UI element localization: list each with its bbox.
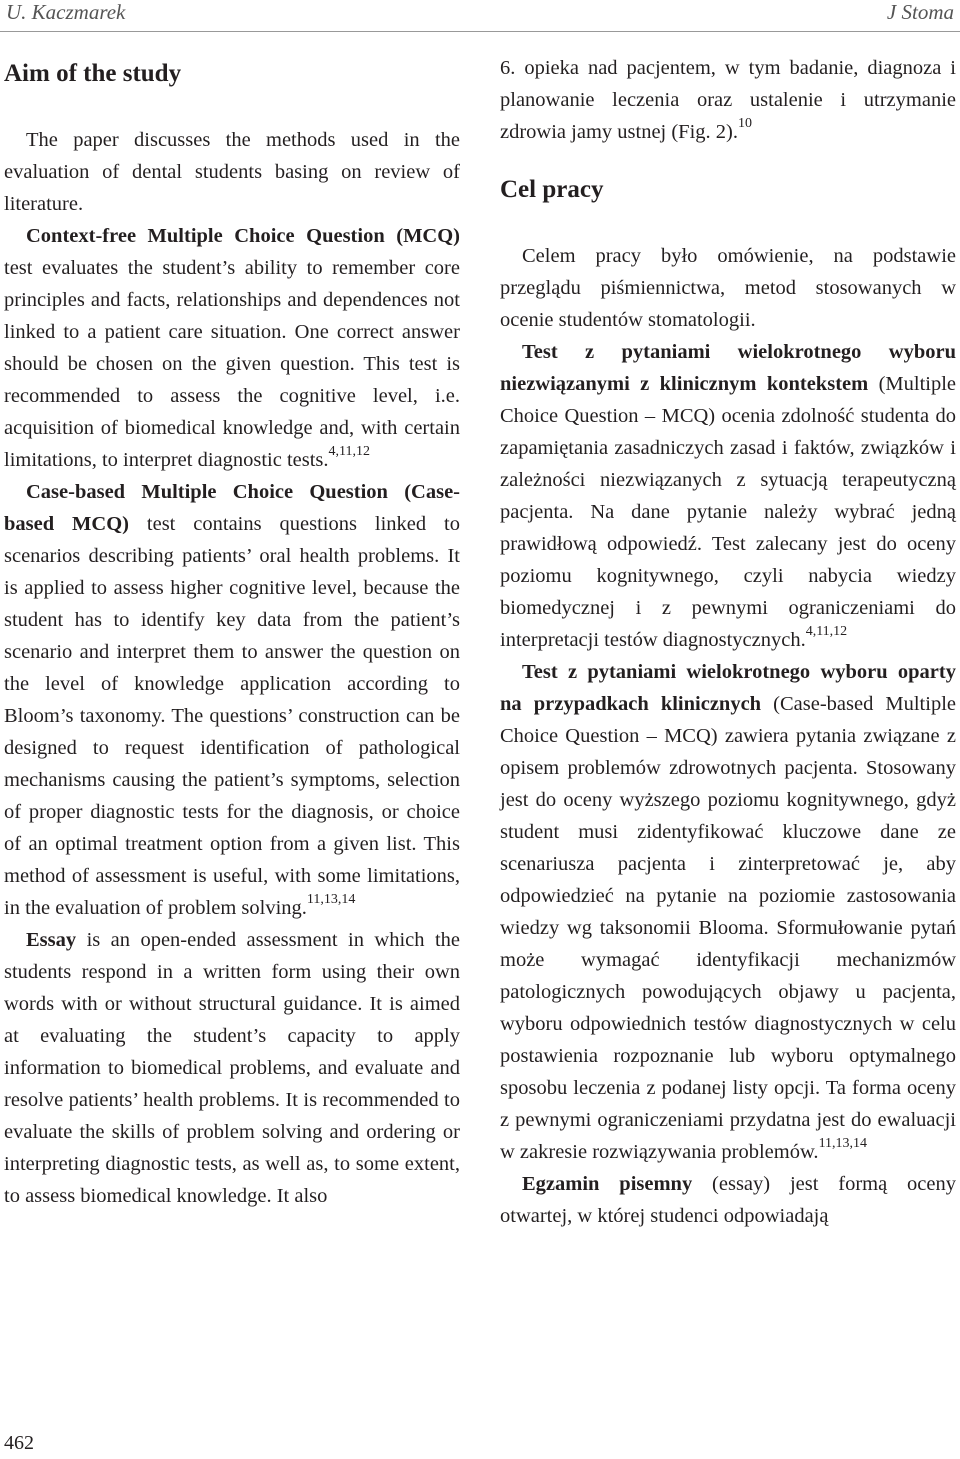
essay-term: Essay	[26, 929, 77, 951]
aim-paragraph: The paper discusses the methods used in the evaluation of dental students basing on review of literature.	[4, 129, 460, 215]
mcq-refs: 4,11,12	[328, 444, 371, 460]
pl-mcq-refs: 4,11,12	[805, 624, 848, 640]
mcq-text: test evaluates the student’s ability to remember core principles and facts, relationships and dependences not linked to a patient care situation. One correct answer should be chosen on the given question. This test is recommended to assess the cognitive level, i.e. acquisition of biomedical knowledge and, with certain limitations, to interpret diagnostic tests.	[4, 257, 460, 471]
case-mcq-text: test contains questions linked to scenarios describing patients’ oral health problems. It is applied to assess higher cognitive level, because the student has to identify key data from the patient’s scenario and interpret them to answer the question on the level of knowledge application according to Bloom’s taxonomy. The questions’ construction can be designed to request identification of pathological mechanisms causing the patient’s symptoms, selection of proper diagnostic tests for the diagnosis, or choice of an optimal treatment option from a given list. This method of assessment is useful, with some limitations, in the evaluation of problem solving.	[4, 513, 460, 919]
pl-case-mcq-paragraph	[500, 656, 956, 1168]
list-continuation	[500, 52, 956, 148]
pl-mcq-paragraph	[500, 336, 956, 656]
running-head	[0, 0, 960, 30]
list-item-6-ref: 10	[737, 116, 752, 132]
pl-mcq-text: (Multiple Choice Question – MCQ) ocenia zdolność studenta do zapamiętania zasadniczych zasad i faktów, związków i zależności niezwiązanych z sytuacją terapeutyczną pacjenta. Na dane pytanie należy wybrać jedną prawidłową odpowiedź. Test zalecany jest do oceny poziomu kognitywnego, czyli nabycia wiedzy biomedycznej i z pewnymi ograniczeniami do interpretacji testów diagnostycznych.	[500, 373, 957, 651]
left-column	[4, 52, 460, 1212]
section-heading-cel: Cel pracy	[500, 176, 604, 203]
journal-running-head: J Stoma	[886, 0, 954, 24]
case-mcq-term: Case-based Multiple Choice Question (Case-based MCQ)	[4, 481, 460, 535]
case-mcq-refs: 11,13,14	[306, 892, 356, 908]
essay-paragraph	[4, 924, 460, 1212]
pl-essay-term: Egzamin pisemny	[522, 1173, 693, 1195]
pl-case-mcq-refs: 11,13,14	[818, 1136, 868, 1152]
case-mcq-paragraph	[4, 476, 460, 924]
pl-case-mcq-term: Test z pytaniami wielokrotnego wyboru oparty na przypadkach klinicznych	[500, 661, 956, 715]
list-item-6: 6. opieka nad pacjentem, w tym badanie, diagnoza i planowanie leczenia oraz ustalenie i utrzymanie zdrowia jamy ustnej (Fig. 2).	[500, 57, 956, 143]
pl-essay-paragraph	[500, 1168, 956, 1232]
author-running-head: U. Kaczmarek	[6, 0, 126, 24]
header-rule	[0, 31, 960, 32]
page-number: 462	[4, 1432, 34, 1454]
pl-case-mcq-text: (Case-based Multiple Choice Question – MCQ) zawiera pytania związane z opisem problemów zdrowotnych pacjenta. Stosowany jest do oceny wyższego poziomu kognitywnego, gdyż student musi zidentyfikować kluczowe dane ze scenariusza pacjenta i zinterpretować je, aby odpowiedzieć na pytanie na poziomie zastosowania wiedzy wg taksonomii Blooma. Sformułowanie pytań może wymagać identyfikacji mechanizmów patologicznych powodujących objawy u pacjenta, wyboru odpowiednich testów diagnostycznych w celu postawienia rozpoznanie lub wyboru optymalnego sposobu leczenia z podanej listy opcji. Ta forma oceny z pewnymi ograniczeniami przydatna jest do ewaluacji w zakresie rozwiązywania problemów.	[500, 693, 956, 1163]
right-column	[500, 52, 956, 1232]
mcq-term: Context-free Multiple Choice Question (MCQ)	[26, 225, 460, 247]
section-heading-aim: Aim of the study	[4, 60, 182, 87]
mcq-paragraph	[4, 220, 460, 476]
pl-mcq-term: Test z pytaniami wielokrotnego wyboru niezwiązanymi z klinicznym kontekstem	[500, 341, 956, 395]
pl-essay-text: (essay) jest formą oceny otwartej, w której studenci odpowiadają	[500, 1173, 956, 1227]
essay-text: is an open-ended assessment in which the students respond in a written form using their own words with or without structural guidance. It is aimed at evaluating the student’s capacity to apply information to biomedical problems, and evaluate and resolve patients’ health problems. It is recommended to evaluate the skills of problem solving and ordering or interpreting diagnostic tests, as well as, to some extent, to assess biomedical knowledge. It also	[4, 929, 460, 1207]
cel-paragraph: Celem pracy było omówienie, na podstawie przeglądu piśmiennictwa, metod stosowanych w ocenie studentów stomatologii.	[500, 245, 956, 331]
